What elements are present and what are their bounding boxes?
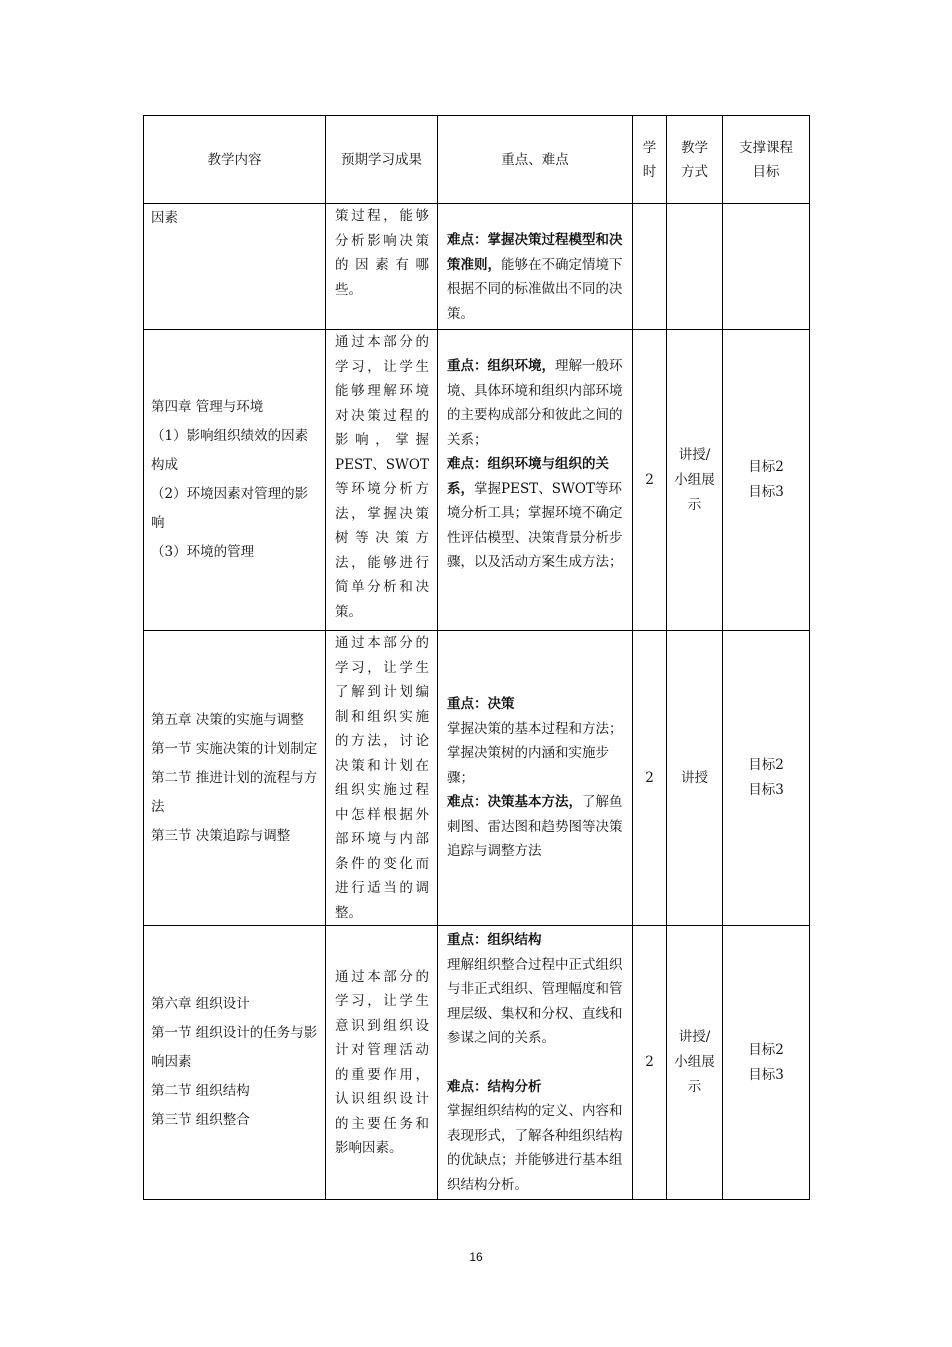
content-line: 第一节 实施决策的计划制定 [151, 740, 318, 757]
content-line: 因素 [151, 210, 178, 226]
difficulty-text: 能够在不确定情境下根据不同的标准做出不同的决策。 [447, 256, 623, 322]
table-row [144, 631, 810, 926]
outcome-cell [326, 204, 438, 330]
key-point-label: 重点：组织结构 [447, 932, 542, 948]
method-cell: 讲授/小组展示 [667, 926, 723, 1200]
outcome-text: 通过本部分的学习，让学生能够理解环境对决策过程的影响，掌握PEST、SWOT等环境分析方法，掌握决策树等决策方法，能够进行简单分析和决策。 [335, 334, 429, 620]
table-row [144, 926, 810, 1200]
content-line: 第二节 组织结构 [151, 1083, 250, 1099]
difficulty-label: 难点：结构分析 [447, 1078, 542, 1095]
key-point-text: 理解组织整合过程中正式组织与非正式组织、管理幅度和管理层级、集权和分权、直线和参谋之间的关系。 [447, 956, 623, 1046]
header-key-points: 重点、难点 [438, 116, 633, 204]
key-points-cell [438, 631, 633, 926]
method-cell: 讲授 [667, 631, 723, 926]
header-targets: 支撑课程目标 [723, 116, 810, 204]
targets-cell: 目标2 目标3 [723, 631, 810, 926]
difficulty-text: 掌握组织结构的定义、内容和表现形式，了解各种组织结构的优缺点；并能够进行基本组织结构分析。 [447, 1103, 623, 1193]
method-cell: 讲授/小组展示 [667, 330, 723, 631]
targets-cell [723, 204, 810, 330]
outcome-text: 通过本部分的学习，让学生意识到组织设计对管理活动的重要作用，认识组织设计的主要任务和影响因素。 [335, 968, 429, 1156]
header-outcome: 预期学习成果 [326, 116, 438, 204]
table-row [144, 204, 810, 330]
key-point-label: 重点：决策 [447, 696, 515, 713]
outcome-text: 策过程，能够分析影响决策的因素有哪些。 [335, 208, 429, 298]
header-content: 教学内容 [144, 116, 326, 204]
outcome-cell [326, 926, 438, 1200]
content-cell [144, 631, 326, 926]
key-point-label: 重点：组织环境， [447, 358, 555, 374]
page-number: 16 [469, 1250, 483, 1264]
method-cell [667, 204, 723, 330]
key-points-cell [438, 204, 633, 330]
targets-cell: 目标2 目标3 [723, 926, 810, 1200]
content-line: 第三节 组织整合 [151, 1112, 250, 1128]
content-line: 第四章 管理与环境 [151, 399, 264, 415]
difficulty-label: 难点：决策基本方法， [447, 794, 582, 811]
content-cell [144, 926, 326, 1200]
outcome-text: 通过本部分的学习，让学生了解到计划编制和组织实施的方法，讨论决策和计划在组织实施过程中怎样根据外部环境与内部条件的变化而进行适当的调整。 [335, 635, 429, 921]
difficulty-text: 了解鱼刺图、雷达图和趋势图等决策追踪与调整方法 [447, 794, 623, 860]
hours-cell: 2 [633, 330, 667, 631]
key-point-text: 理解一般环境、具体环境和组织内部环境的主要构成部分和彼此之间的关系； [447, 358, 623, 448]
key-point-text: 掌握决策的基本过程和方法；掌握决策树的内涵和实施步骤； [447, 720, 623, 786]
content-line: （1）影响组织绩效的因素构成 [151, 428, 309, 473]
header-row [144, 116, 810, 204]
content-line: 第一节 组织设计的任务与影响因素 [151, 1025, 318, 1070]
hours-cell [633, 204, 667, 330]
header-method: 教学方式 [667, 116, 723, 204]
content-line: 第六章 组织设计 [151, 996, 250, 1012]
hours-cell: 2 [633, 926, 667, 1200]
outcome-cell [326, 631, 438, 926]
content-line: 第三节 决策追踪与调整 [151, 827, 291, 844]
syllabus-table [143, 115, 810, 1200]
content-line: （2）环境因素对管理的影响 [151, 486, 309, 531]
difficulty-label: 难点：掌握决策过程模型和决策准则， [447, 232, 623, 273]
key-points-cell [438, 926, 633, 1200]
hours-cell: 2 [633, 631, 667, 926]
content-line: 第五章 决策的实施与调整 [151, 711, 304, 728]
content-line: （3）环境的管理 [151, 544, 255, 560]
difficulty-text: 掌握PEST、SWOT等环境分析工具；掌握环境不确定性评估模型、决策背景分析步骤，以及活动方案生成方法； [447, 480, 623, 570]
content-line: 第二节 推进计划的流程与方法 [151, 769, 318, 815]
table-row [144, 330, 810, 631]
key-points-cell [438, 330, 633, 631]
content-cell [144, 204, 326, 330]
outcome-cell [326, 330, 438, 631]
content-cell [144, 330, 326, 631]
header-hours: 学时 [633, 116, 667, 204]
difficulty-label: 难点：组织环境与组织的关系， [447, 456, 609, 497]
targets-cell: 目标2 目标3 [723, 330, 810, 631]
